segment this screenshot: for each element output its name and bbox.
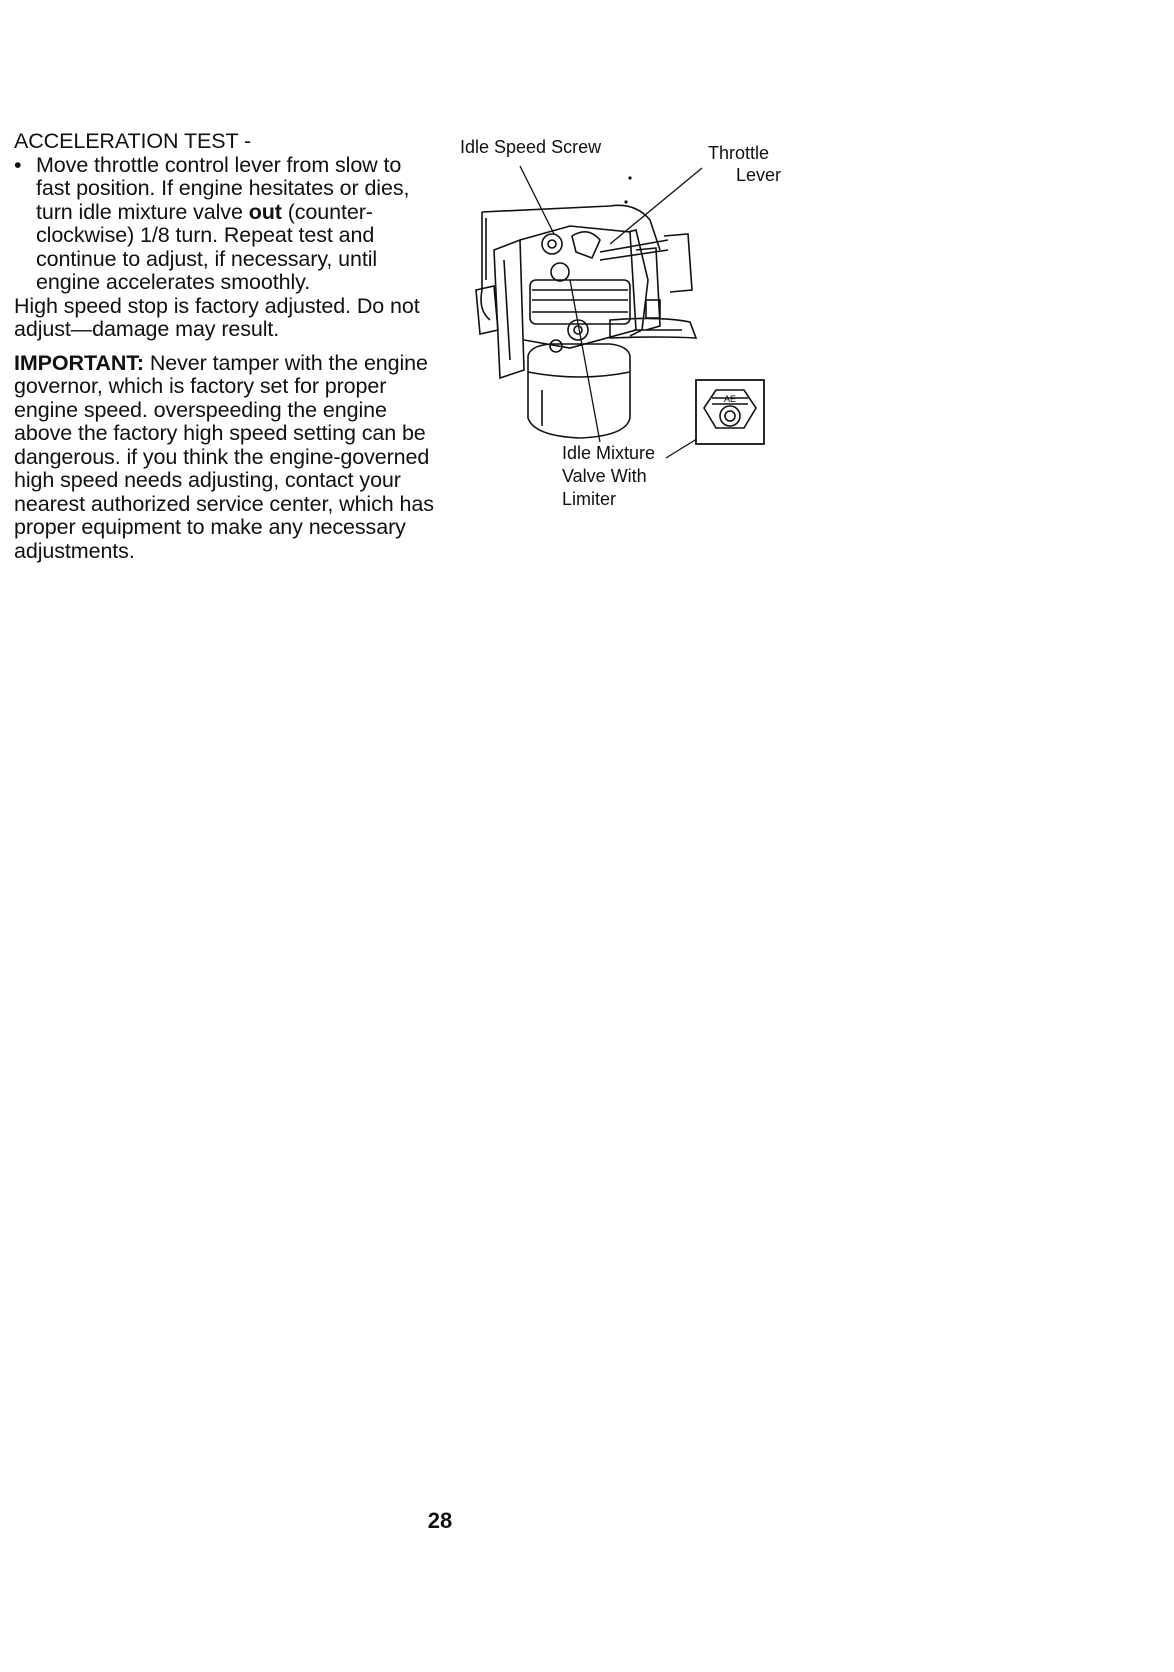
- important-text: Never tamper with the engine governor, which is factory set for proper engine speed. overspeeding the engine above the factory high speed setting can be dangerous. if you think the engine-governed high speed needs adjusting, contact your nearest authorized service center, which has proper equipment to make any necessary adjustments.: [14, 350, 434, 563]
- label-throttle-line2: Lever: [736, 165, 782, 185]
- label-throttle-line1: Throttle: [708, 143, 770, 163]
- page-number: 28: [427, 1508, 453, 1533]
- label-idle-mixture-line2: Valve With: [562, 466, 647, 486]
- mixture-limiter-inset: [696, 380, 764, 444]
- carburetor-figure: [460, 137, 840, 560]
- instruction-column: [14, 130, 434, 563]
- bullet-bold-word: out: [248, 199, 282, 224]
- important-notice: [14, 352, 434, 564]
- label-idle-mixture-line3: Limiter: [562, 489, 617, 509]
- label-idle-speed-screw: Idle Speed Screw: [460, 137, 602, 157]
- high-speed-note: High speed stop is factory adjusted. Do not adjust—damage may result.: [14, 293, 420, 341]
- important-label: IMPORTANT:: [14, 350, 144, 375]
- bullet-text-part1: Move throttle control lever from slow to fast position. If engine hesitates or dies, turn idle mixture valve: [36, 152, 410, 224]
- inset-badge-text: AE: [723, 394, 737, 404]
- bullet-marker: •: [14, 152, 22, 177]
- bullet-text: [36, 154, 434, 295]
- carburetor-illustration: [460, 140, 840, 560]
- label-idle-mixture-line1: Idle Mixture: [562, 443, 656, 463]
- section-heading: ACCELERATION TEST -: [14, 129, 252, 153]
- bullet-text-part2: (counter-clockwise) 1/8 turn. Repeat test and continue to adjust, if necessary, until engine accelerates smoothly.: [36, 199, 378, 294]
- bullet-item: [14, 154, 434, 295]
